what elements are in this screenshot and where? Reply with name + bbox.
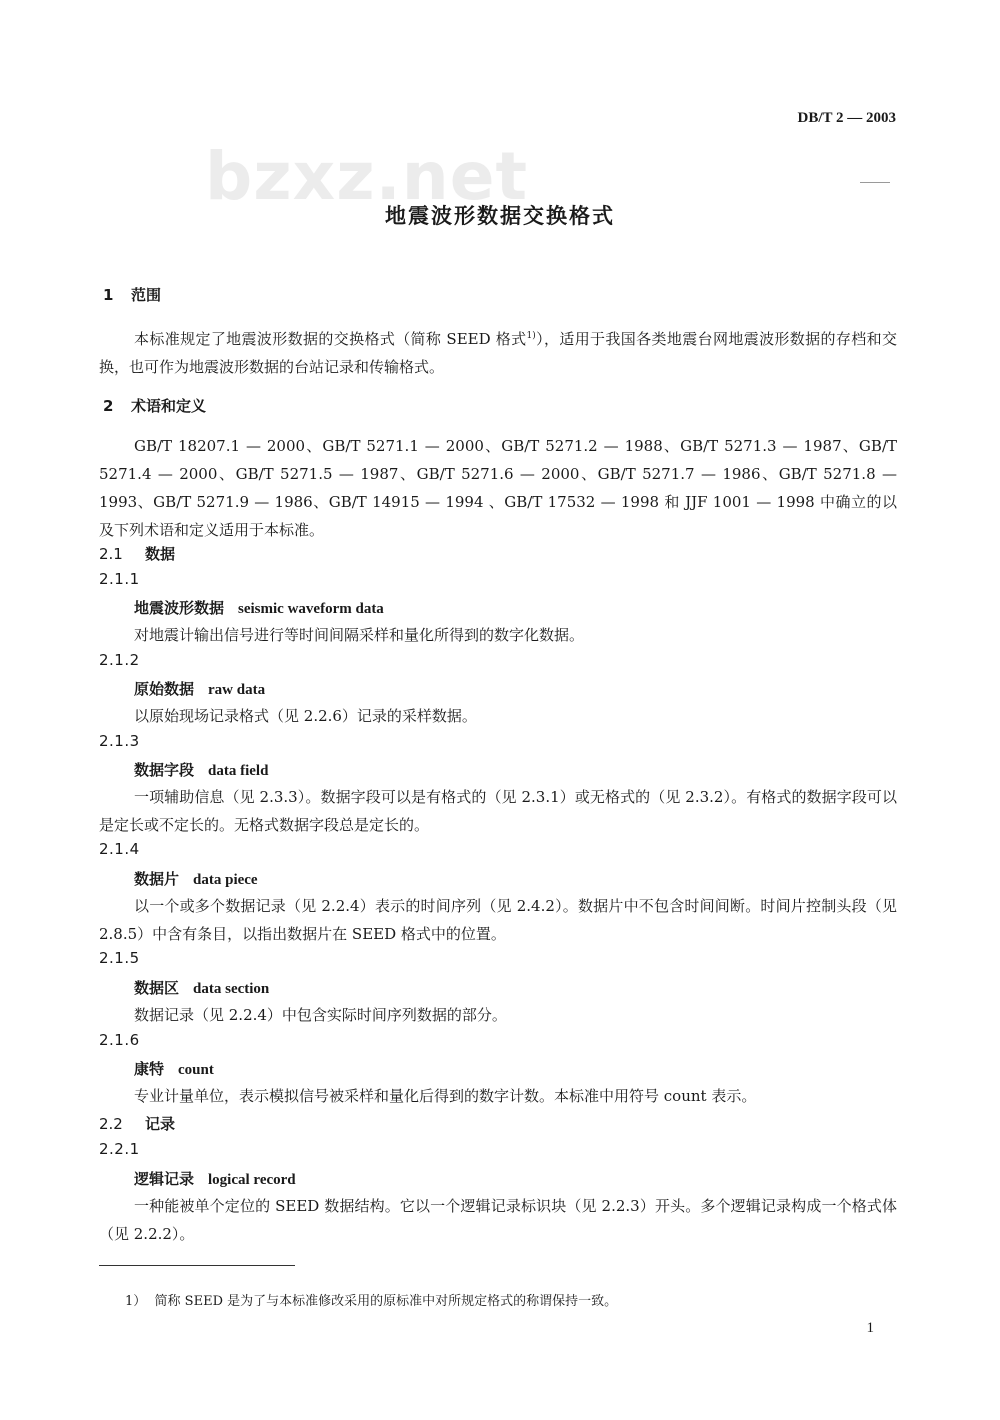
term-definition: 专业计量单位，表示模拟信号被采样和量化后得到的数字计数。本标准中用符号 count 表示。 <box>134 1087 757 1105</box>
term-number: 2.1.2 <box>99 651 140 669</box>
footnote-divider <box>99 1265 295 1266</box>
term-heading <box>134 759 268 780</box>
paragraph-text: 本标准规定了地震波形数据的交换格式（简称 SEED 格式 <box>134 330 527 348</box>
term-en: data section <box>193 981 270 997</box>
page-number: 1 <box>866 1320 874 1336</box>
term-definition: 数据记录（见 2.2.4）中包含实际时间序列数据的部分。 <box>134 1006 507 1024</box>
section-number: 2 <box>103 397 114 415</box>
term-definition: 以一个或多个数据记录（见 2.2.4）表示的时间序列（见 2.4.2）。数据片中不包含时间间断。时间片控制头段（见 2.8.5）中含有条目，以指出数据片在 SEED 格式中的位置。 <box>99 897 897 943</box>
term-zh: 数据区 <box>134 979 180 997</box>
section-2-intro: GB/T 18207.1 — 2000、GB/T 5271.1 — 2000、GB/T 5271.2 — 1988、GB/T 5271.3 — 1987、GB/T 5271.4 — 2000、GB/T 5271.5 — 1987、GB/T 5271.6 — 2000、GB/T 5271.7 — 1986、GB/T 5271.8 — 1993、GB/T 5271.9 — 1986、GB/T 14915 — 1994 、GB/T 17532 — 1998 和 JJF 1001 — 1998 中确立的以及下列术语和定义适用于本标准。 <box>99 437 897 539</box>
term-en: count <box>178 1062 214 1078</box>
section-1-heading <box>103 284 161 305</box>
footnote-ref[interactable]: 1) <box>526 331 536 341</box>
term-en: data piece <box>193 872 258 888</box>
section-2-heading <box>103 395 206 416</box>
term-definition: 对地震计输出信号进行等时间间隔采样和量化所得到的数字化数据。 <box>134 626 585 644</box>
section-1-paragraph <box>99 322 897 381</box>
margin-mark <box>860 182 890 183</box>
subsection-number: 2.1 <box>99 545 123 563</box>
footnote-text: 简称 SEED 是为了与本标准修改采用的原标准中对所规定格式的称谓保持一致。 <box>154 1294 618 1309</box>
section-title: 范围 <box>131 286 162 304</box>
subsection-title: 数据 <box>145 545 176 563</box>
section-number: 1 <box>103 286 114 304</box>
term-heading <box>134 977 269 998</box>
term-number: 2.1.6 <box>99 1031 140 1049</box>
term-zh: 康特 <box>134 1060 165 1078</box>
term-zh: 数据字段 <box>134 761 195 779</box>
term-zh: 原始数据 <box>134 680 195 698</box>
term-zh: 逻辑记录 <box>134 1170 195 1188</box>
term-number: 2.1.4 <box>99 840 140 858</box>
term-en: raw data <box>208 682 266 698</box>
paragraph-text: ），适用于我国各类地震台网地震波形数据的存档和交换，也可作为地震波形数据的台站记录和传输格式。 <box>99 330 897 376</box>
term-definition: 以原始现场记录格式（见 2.2.6）记录的采样数据。 <box>134 707 477 725</box>
term-number: 2.1.3 <box>99 732 140 750</box>
term-heading <box>134 1058 214 1079</box>
subsection-2-2-heading <box>99 1113 175 1134</box>
subsection-title: 记录 <box>145 1115 176 1133</box>
footnote-mark: 1） <box>125 1294 147 1309</box>
term-en: logical record <box>208 1172 296 1188</box>
term-heading <box>134 1168 296 1189</box>
term-number: 2.1.5 <box>99 949 140 967</box>
term-zh: 地震波形数据 <box>134 599 225 617</box>
subsection-number: 2.2 <box>99 1115 123 1133</box>
footnote <box>125 1290 617 1309</box>
term-en: seismic waveform data <box>238 601 384 617</box>
term-zh: 数据片 <box>134 870 180 888</box>
document-title: 地震波形数据交换格式 <box>385 204 615 228</box>
standard-code: DB/T 2 — 2003 <box>797 110 896 126</box>
term-number: 2.2.1 <box>99 1140 140 1158</box>
term-en: data field <box>208 763 269 779</box>
term-number: 2.1.1 <box>99 570 140 588</box>
watermark: bzxz.net <box>205 138 529 215</box>
section-title: 术语和定义 <box>131 397 207 415</box>
term-definition: 一项辅助信息（见 2.3.3）。数据字段可以是有格式的（见 2.3.1）或无格式的（见 2.3.2）。有格式的数据字段可以是定长或不定长的。无格式数据字段总是定长的。 <box>99 788 897 834</box>
subsection-2-1-heading <box>99 543 175 564</box>
term-definition: 一种能被单个定位的 SEED 数据结构。它以一个逻辑记录标识块（见 2.2.3）开头。多个逻辑记录构成一个格式体（见 2.2.2）。 <box>99 1197 897 1243</box>
term-heading <box>134 678 265 699</box>
term-heading <box>134 868 258 889</box>
term-heading <box>134 597 384 618</box>
